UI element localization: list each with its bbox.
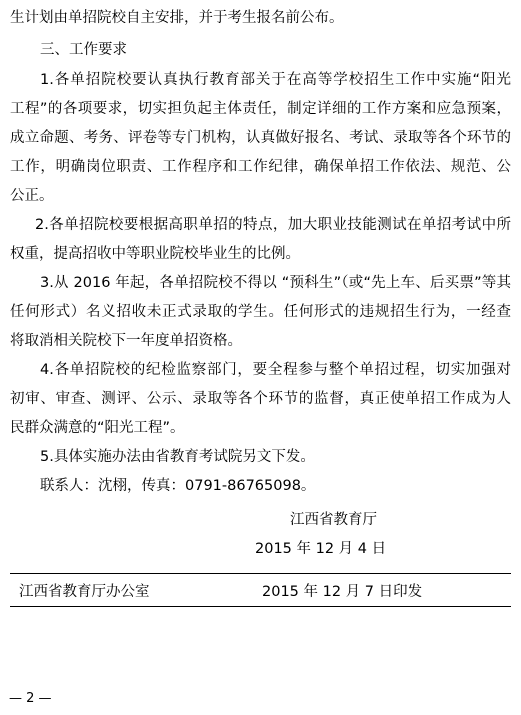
item-2-line-2: 权重，提高招收中等职业院校毕业生的比例。: [10, 246, 300, 262]
item-4-line-1: 4.各单招院校的纪检监察部门，要全程参与整个单招过程，切实加强对: [40, 362, 511, 378]
contact-line: 联系人：沈栩，传真：0791-86765098。: [40, 478, 316, 494]
item-1-line-2: 工程”的各项要求，切实担负起主体责任，制定详细的工作方案和应急预案，: [10, 101, 511, 117]
signature-date: 2015 年 12 月 4 日: [255, 541, 387, 557]
item-3-line-3: 将取消相关院校下一年度单招资格。: [10, 333, 242, 349]
item-1-line-3: 成立命题、考务、评卷等专门机构，认真做好报名、考试、录取等各个环节的: [10, 130, 511, 146]
page-number: — 2 —: [9, 691, 52, 706]
footer-printed-date: 2015 年 12 月 7 日印发: [262, 584, 423, 600]
item-1-line-5: 公正。: [10, 188, 54, 204]
footer-bottom-rule: [10, 606, 511, 607]
section-heading: 三、工作要求: [40, 42, 127, 58]
signature-org: 江西省教育厅: [290, 512, 377, 528]
footer-top-rule: [10, 573, 511, 574]
item-1-line-1: 1.各单招院校要认真执行教育部关于在高等学校招生工作中实施“阳光: [40, 72, 511, 88]
item-3-line-2: 任何形式）名义招收未正式录取的学生。任何形式的违规招生行为，一经查: [10, 304, 511, 320]
item-3-line-1: 3.从 2016 年起，各单招院校不得以 “预科生”（或“先上车、后买票”等其: [40, 275, 511, 291]
footer-office: 江西省教育厅办公室: [19, 584, 150, 600]
item-5: 5.具体实施办法由省教育考试院另文下发。: [40, 449, 315, 465]
item-1-line-4: 工作，明确岗位职责、工作程序和工作纪律，确保单招工作依法、规范、公: [10, 159, 511, 175]
item-4-line-3: 民群众满意的“阳光工程”。: [10, 420, 185, 436]
paragraph-line: 生计划由单招院校自主安排，并于考生报名前公布。: [10, 10, 344, 26]
item-4-line-2: 初审、审查、测评、公示、录取等各个环节的监督，真正使单招工作成为人: [10, 391, 511, 407]
item-2-line-1: 2.各单招院校要根据高职单招的特点，加大职业技能测试在单招考试中所: [35, 217, 511, 233]
